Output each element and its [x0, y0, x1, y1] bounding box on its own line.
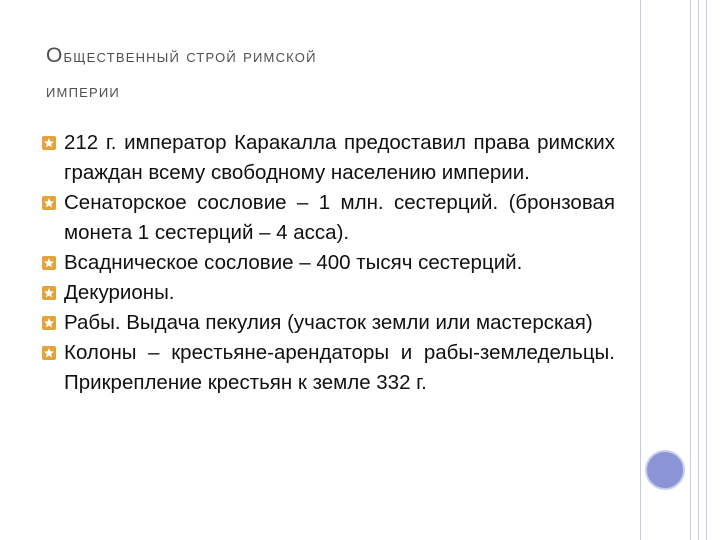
frame-line: [698, 0, 699, 540]
list-item: [42, 308, 615, 338]
list-item: [42, 188, 615, 248]
list-item-text: Всадническое сословие – 400 тысяч сестерций.: [64, 251, 523, 274]
frame-line: [690, 0, 691, 540]
slide-title: [46, 38, 606, 109]
decorative-circle: [645, 450, 685, 490]
title-line-2: империи: [46, 81, 120, 101]
list-item: [42, 248, 615, 278]
star-bullet-icon: [42, 256, 56, 270]
list-item-text: Декурионы.: [64, 281, 175, 304]
list-item-text: Колоны – крестьяне-арендаторы и рабы-земледельцы. Прикрепление крестьян к земле 332 г.: [64, 341, 615, 394]
frame-line: [706, 0, 707, 540]
star-bullet-icon: [42, 346, 56, 360]
star-bullet-icon: [42, 286, 56, 300]
title-line-1: бщественный строй римской: [63, 46, 317, 66]
title-first-letter: О: [46, 44, 64, 67]
star-bullet-icon: [42, 316, 56, 330]
list-item: [42, 338, 615, 398]
bullet-list: [42, 128, 615, 398]
list-item: [42, 128, 615, 188]
list-item-text: Рабы. Выдача пекулия (участок земли или мастерская): [64, 311, 593, 334]
frame-line: [640, 0, 641, 540]
list-item-text: Сенаторское сословие – 1 млн. сестерций. (бронзовая монета 1 сестерций – 4 асса).: [64, 191, 615, 244]
star-bullet-icon: [42, 196, 56, 210]
list-item-text: 212 г. император Каракалла предоставил права римских граждан всему свободному населению империи.: [64, 131, 615, 184]
list-item: [42, 278, 615, 308]
star-bullet-icon: [42, 136, 56, 150]
